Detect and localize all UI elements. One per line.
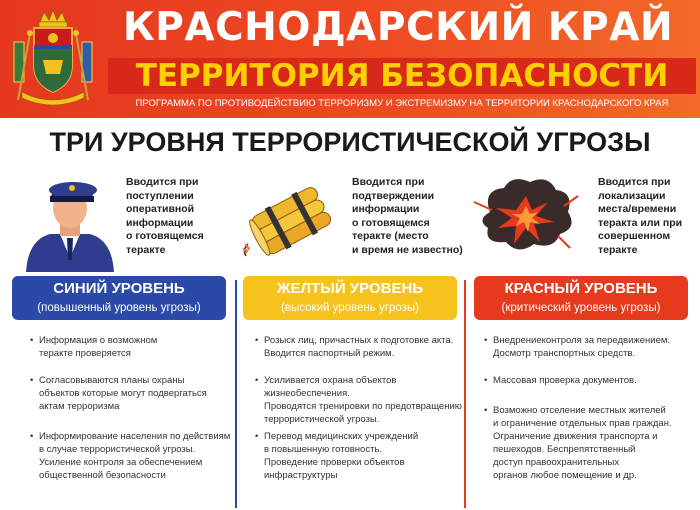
red-level-banner bbox=[474, 276, 688, 320]
dynamite-icon bbox=[238, 178, 344, 260]
yellow-level-banner bbox=[243, 276, 457, 320]
list-item: • Розыск лиц, причастных к подготовке акта. Вводится паспортный режим. bbox=[255, 334, 470, 360]
yellow-level-description: Вводится при подтверждении информации о готовящемся теракте (место и время не известно) bbox=[352, 176, 463, 256]
header-title: КРАСНОДАРСКИЙ КРАЙ bbox=[122, 5, 674, 50]
list-item: • Перевод медицинских учреждений в повышенную готовность. Проведение проверки объектов инфраструктуры bbox=[255, 430, 470, 482]
level-subtitle: (повышенный уровень угрозы) bbox=[37, 302, 201, 314]
list-item: • Усиливается охрана объектов жизнеобеспечения. Проводятся тренировки по предотвращению террористической угрозы. bbox=[255, 374, 470, 426]
list-item: • Информация о возможном теракте проверяется bbox=[30, 334, 239, 360]
list-item: • Согласовываются планы охраны объектов которые могут подвергаться актам терроризма bbox=[30, 374, 239, 413]
red-level-description: Вводится при локализации места/времени теракта или при совершенном теракте bbox=[598, 176, 683, 256]
level-subtitle: (высокий уровень угрозы) bbox=[281, 302, 419, 314]
blue-level-banner bbox=[12, 276, 226, 320]
page-title: ТРИ УРОВНЯ ТЕРРОРИСТИЧЕСКОЙ УГРОЗЫ bbox=[49, 127, 651, 157]
level-name: КРАСНЫЙ УРОВЕНЬ bbox=[504, 280, 658, 297]
list-item: • Информирование населения по действиям в случае террористической угрозы. Усиление контроля за обеспечением общественной безопасности bbox=[30, 430, 239, 482]
coat-of-arms-icon bbox=[10, 8, 96, 108]
police-officer-icon bbox=[20, 168, 120, 272]
header-subtitle-band: ТЕРРИТОРИЯ БЕЗОПАСНОСТИ bbox=[108, 58, 696, 94]
blue-level-description: Вводится при поступлении оперативной информации о готовящемся теракте bbox=[126, 176, 204, 256]
level-subtitle: (критический уровень угрозы) bbox=[501, 302, 661, 314]
level-name: ЖЕЛТЫЙ УРОВЕНЬ bbox=[276, 280, 424, 297]
list-item: • Внедрениеконтроля за передвижением. Досмотр транспортных средств. bbox=[484, 334, 700, 360]
program-caption: ПРОГРАММА ПО ПРОТИВОДЕЙСТВИЮ ТЕРРОРИЗМУ И ЭКСТРЕМИЗМУ НА ТЕРРИТОРИИ КРАСНОДАРСКОГО КРАЯ bbox=[135, 98, 669, 109]
level-name: СИНИЙ УРОВЕНЬ bbox=[53, 280, 185, 297]
explosion-icon bbox=[470, 172, 582, 262]
header-banner bbox=[0, 0, 700, 118]
list-item: • Возможно отселение местных жителей и ограничение отдельных прав граждан. Ограничение движения транспорта и пешеходов. Беспрепятственный доступ правоохранительных органов любое помещение и др. bbox=[484, 404, 700, 482]
list-item: • Массовая проверка документов. bbox=[484, 374, 700, 387]
